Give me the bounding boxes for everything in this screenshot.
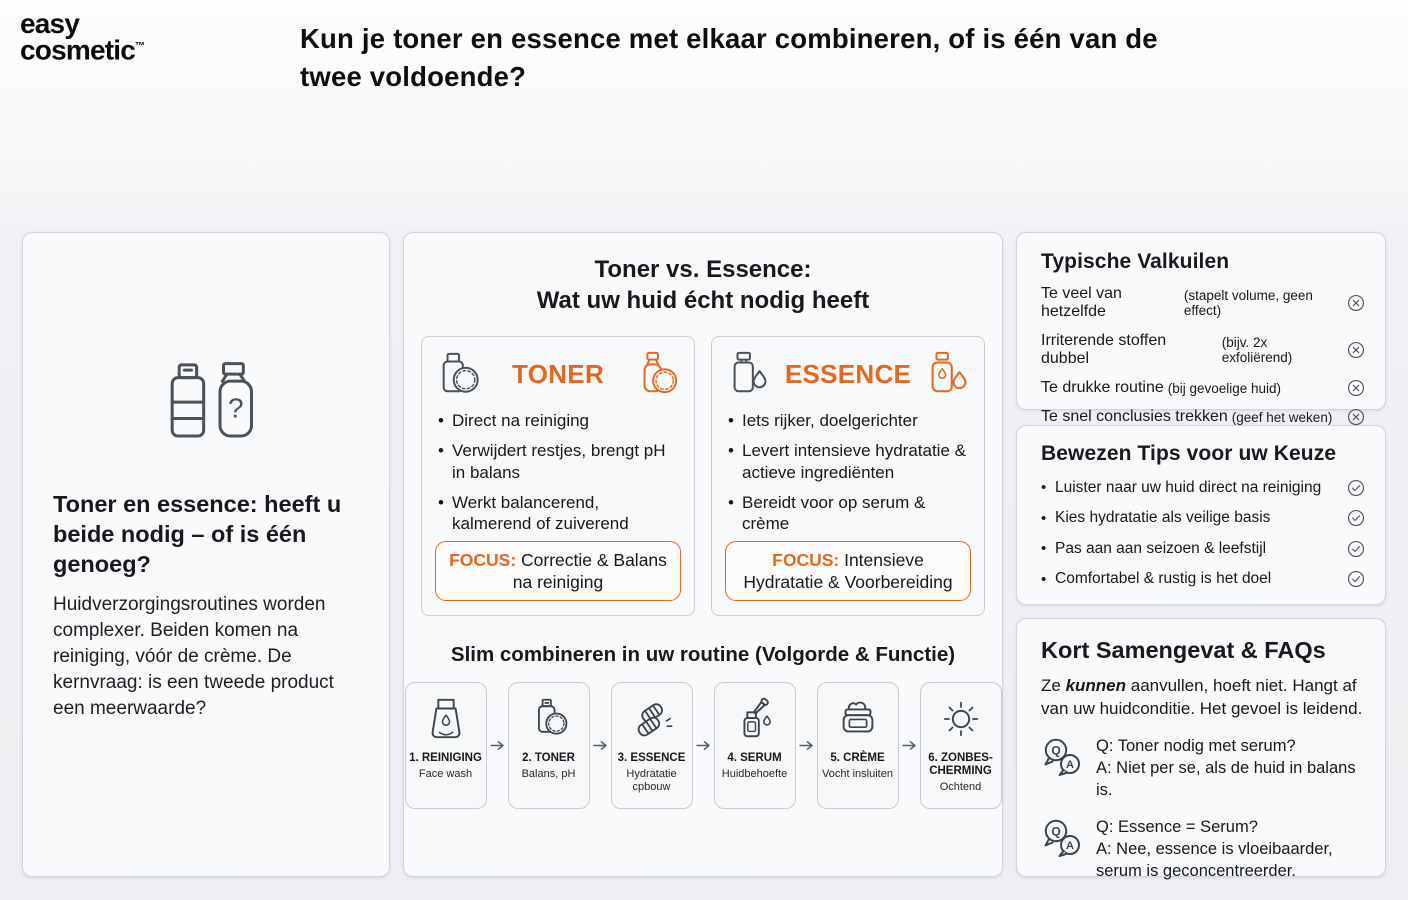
tip-row: [1041, 479, 1365, 497]
essence-bottle-drop-icon: [726, 351, 772, 397]
cleanser-tube-icon: [409, 692, 483, 746]
pitfall-text: Te snel conclusies trekken: [1041, 408, 1228, 425]
toner-subcard-header: [435, 349, 681, 397]
faq-qa-text: [1096, 735, 1365, 801]
toner-subcard: [421, 336, 695, 616]
svg-text:Q: Q: [1051, 743, 1061, 758]
step-sub: Hydratatie cpbouw: [626, 768, 677, 793]
circle-x-icon: [1341, 379, 1365, 397]
faq-item: [1041, 816, 1365, 882]
tip-text: Comfortabel & rustig is het doel: [1055, 570, 1272, 587]
pitfalls-title: Typische Valkuilen: [1041, 250, 1230, 273]
toner-focus-box: [435, 541, 681, 601]
toner-bullet: • Werkt balancerend, kalmerend of zuiverend: [435, 492, 681, 535]
arrow-right-icon: [490, 740, 505, 751]
step-label: 1. REINIGING: [409, 752, 482, 764]
faq-item: [1041, 735, 1365, 801]
pitfall-note: (bij gevoelige huid): [1167, 380, 1282, 396]
step-sub: Ochtend: [939, 781, 982, 793]
page-title: Kun je toner en essence met elkaar combineren, of is één van de twee voldoende?: [300, 23, 1158, 92]
routine-step-1: [405, 682, 487, 809]
tip-text: Luister naar uw huid direct na reiniging: [1055, 478, 1322, 496]
circle-check-icon: [1341, 479, 1365, 497]
step-sub: Face wash: [418, 768, 473, 780]
circle-x-icon: [1341, 408, 1365, 426]
faq-intro: Ze kunnen aanvullen, hoeft niet. Hangt af van uw huidconditie. Het gevoel is leidend.: [1041, 676, 1363, 718]
essence-bullet: • Bereidt voor op serum & crème: [725, 492, 971, 535]
toner-bullet: • Direct na reiniging: [435, 410, 681, 432]
qa-bubbles-icon: [1041, 735, 1087, 801]
pitfall-text: Te veel van hetzelfde: [1041, 285, 1122, 320]
pitfall-note: (stapelt volume, geen effect): [1183, 288, 1313, 318]
step-label: 3. ESSENCE: [617, 752, 686, 764]
step-sub: Balans, pH: [521, 768, 576, 780]
arrow-right-icon: [593, 740, 608, 751]
faq-card: [1016, 618, 1386, 880]
arrow-right-icon: [696, 740, 711, 751]
bullet-dot: •: [1041, 540, 1047, 557]
intro-heading: Toner en essence: heeft u beide nodig – of is één genoeg?: [53, 491, 342, 577]
step-label: 2. TONER: [522, 752, 575, 764]
faq-answer: A: Nee, essence is vloeibaarder, serum is geconcentreerder.: [1096, 840, 1333, 880]
faq-title: Kort Samengevat & FAQs: [1041, 637, 1326, 663]
toner-bullet: • Verwijdert restjes, brengt pH in balans: [435, 440, 681, 483]
tips-title: Bewezen Tips voor uw Keuze: [1041, 442, 1337, 465]
brand-logo: [20, 8, 145, 66]
toner-bottle-pad-icon: [634, 351, 680, 397]
svg-text:?: ?: [227, 392, 244, 424]
pitfall-note: (geef het weken): [1231, 409, 1333, 425]
qa-bubbles-icon: [1041, 816, 1087, 882]
comparison-card: [403, 232, 1003, 877]
faq-answer: A: Niet per se, als de huid in balans is.: [1096, 759, 1356, 799]
step-sub: Vocht insluiten: [822, 768, 893, 780]
arrow-right-icon: [902, 740, 917, 751]
pitfall-note: (bijv. 2x exfoliërend): [1221, 335, 1293, 365]
cream-jar-icon: [821, 692, 895, 746]
step-label: 6. ZONBESCHERMING: [928, 752, 993, 777]
faq-qa-text: [1096, 816, 1365, 882]
routine-step-2: [508, 682, 590, 809]
hands-apply-icon: [615, 692, 689, 746]
essence-subcard: [711, 336, 985, 616]
two-bottles-question-icon: [148, 359, 264, 443]
tip-row: [1041, 570, 1365, 588]
step-sub: Huidbehoefte: [721, 768, 788, 780]
essence-bullets: [725, 410, 971, 535]
toner-bullets: [435, 410, 681, 535]
routine-step-4: [714, 682, 796, 809]
essence-bottle-drop-icon: [924, 351, 970, 397]
toner-bottle-pad-icon: [512, 692, 586, 746]
sun-icon: [924, 692, 998, 746]
toner-bottle-pad-icon: [436, 351, 482, 397]
faq-question: Q: Essence = Serum?: [1096, 818, 1258, 836]
pitfalls-card: [1016, 232, 1386, 425]
circle-x-icon: [1341, 341, 1365, 359]
circle-check-icon: [1341, 540, 1365, 558]
comparison-title: Toner vs. Essence: Wat uw huid écht nodig heeft: [536, 256, 870, 314]
circle-check-icon: [1341, 509, 1365, 527]
focus-text: Correctie & Balans na reiniging: [512, 550, 667, 592]
serum-dropper-icon: [718, 692, 792, 746]
essence-subcard-header: [725, 349, 971, 397]
tip-text: Kies hydratatie als veilige basis: [1055, 509, 1271, 526]
tip-text: Pas aan aan seizoen & leefstijl: [1055, 539, 1267, 557]
essence-name: ESSENCE: [784, 358, 912, 389]
routine-step-6: [920, 682, 1002, 809]
bullet-dot: •: [1041, 509, 1047, 527]
focus-text: Intensieve Hydratatie & Voorbereiding: [743, 550, 953, 592]
svg-text:A: A: [1066, 840, 1074, 852]
routine-title: Slim combineren in uw routine (Volgorde & Functie): [450, 643, 956, 666]
trademark-symbol: ™: [135, 41, 145, 52]
brand-logo-line1: easy: [20, 8, 80, 39]
routine-step-3: [611, 682, 693, 809]
intro-card: [22, 232, 390, 877]
essence-focus-box: [725, 541, 971, 601]
faq-question: Q: Toner nodig met serum?: [1096, 737, 1296, 755]
pitfall-row: [1041, 408, 1365, 426]
step-label: 5. CRÈME: [830, 752, 885, 764]
svg-text:A: A: [1066, 759, 1074, 771]
bullet-dot: •: [1041, 479, 1047, 496]
tip-row: [1041, 509, 1365, 527]
brand-logo-line2: cosmetic™: [20, 34, 145, 66]
toner-name: TONER: [511, 358, 605, 389]
pitfall-row: [1041, 332, 1365, 368]
pitfall-text: Irriterende stoffen dubbel: [1041, 332, 1167, 367]
pitfall-text: Te drukke routine: [1041, 379, 1164, 396]
focus-label: FOCUS:: [449, 550, 517, 570]
bullet-dot: •: [1041, 570, 1047, 588]
circle-check-icon: [1341, 570, 1365, 588]
pitfall-row: [1041, 379, 1365, 397]
circle-x-icon: [1341, 294, 1365, 312]
routine-step-5: [817, 682, 899, 809]
routine-steps: [409, 682, 993, 809]
focus-label: FOCUS:: [772, 550, 840, 570]
intro-body: Huidverzorgingsroutines worden complexer. Beiden komen na reiniging, vóór de crème. De kernvraag: is een tweede product een meerwaarde?: [53, 594, 334, 719]
pitfall-row: [1041, 285, 1365, 321]
essence-bullet: • Levert intensieve hydratatie & actieve ingrediënten: [725, 440, 971, 483]
svg-text:Q: Q: [1051, 824, 1061, 839]
essence-bullet: • Iets rijker, doelgerichter: [725, 410, 971, 432]
arrow-right-icon: [799, 740, 814, 751]
tip-row: [1041, 540, 1365, 558]
toner-essence-row: [421, 336, 985, 616]
tips-card: [1016, 425, 1386, 605]
step-label: 4. SERUM: [727, 752, 782, 764]
